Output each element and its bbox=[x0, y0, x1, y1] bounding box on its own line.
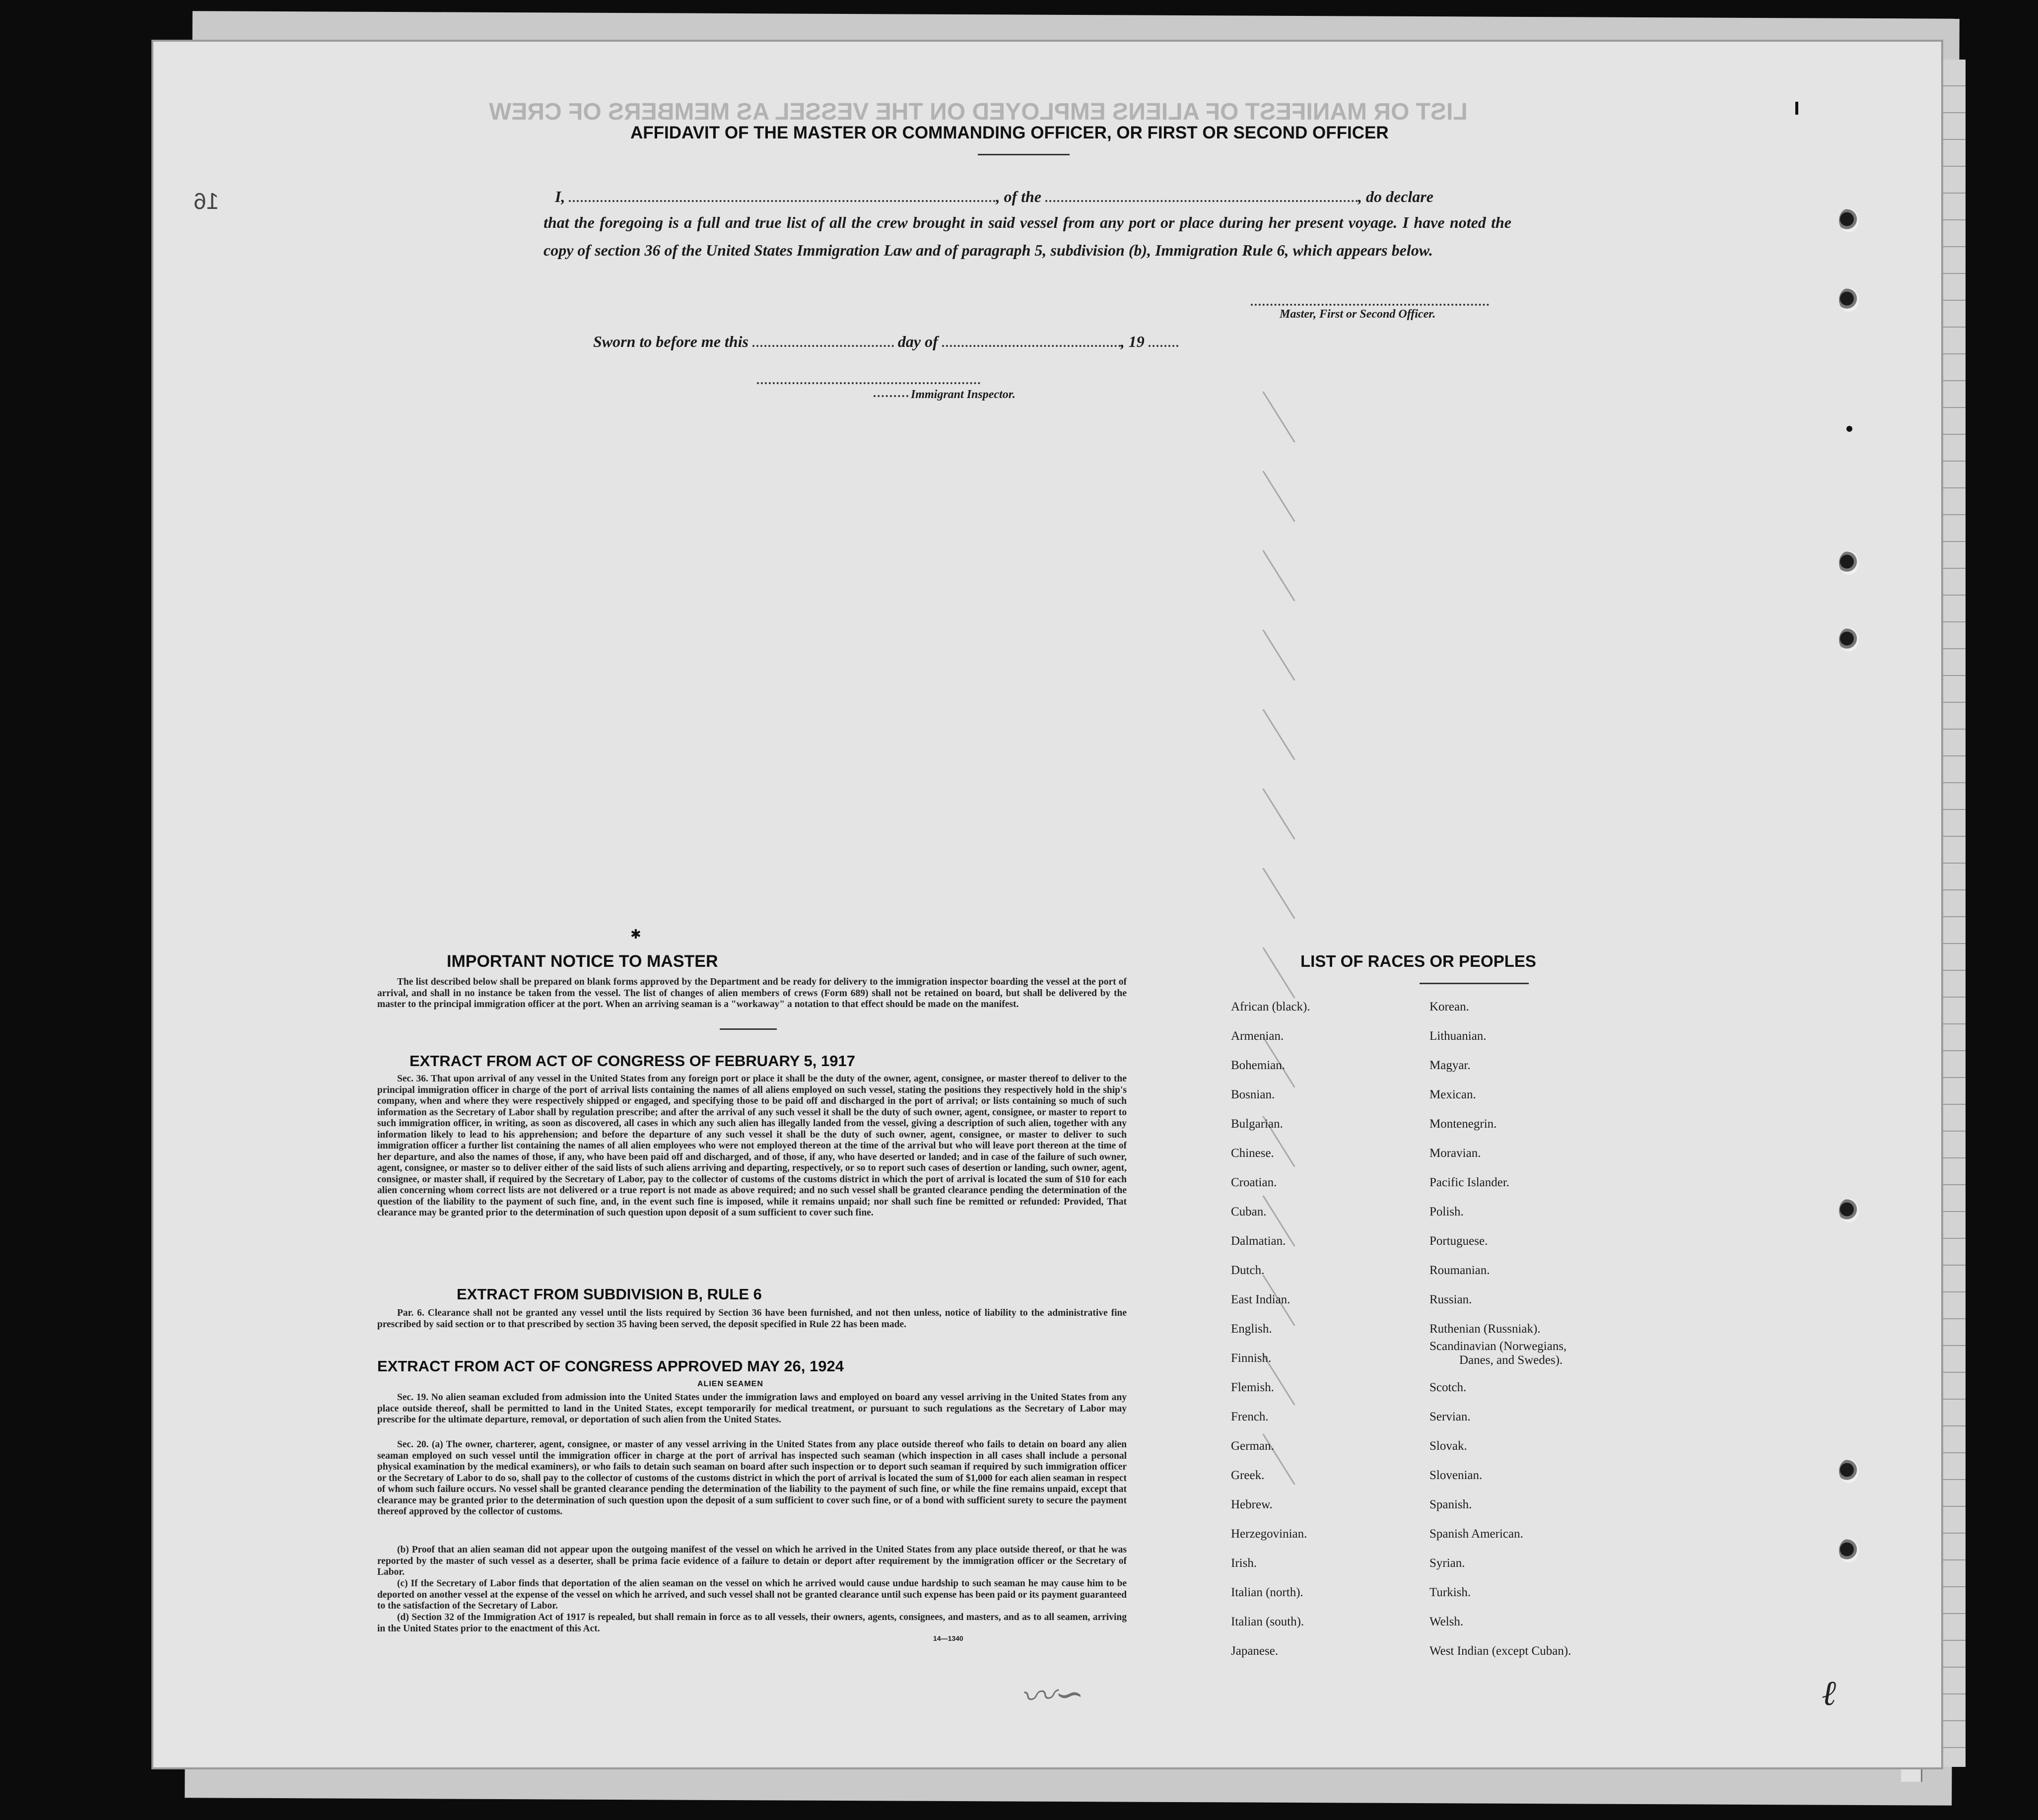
extract-1924-title: EXTRACT FROM ACT OF CONGRESS APPROVED MAY 26, 1924 bbox=[377, 1357, 844, 1375]
bleed-mark bbox=[1262, 629, 1295, 680]
section-divider bbox=[720, 1028, 777, 1030]
vessel-blank bbox=[1045, 200, 1358, 202]
asterisk-mark: ✱ bbox=[630, 927, 641, 942]
margin-number: 16 bbox=[194, 188, 219, 214]
race-item: Japanese. bbox=[1231, 1644, 1279, 1658]
binder-hole bbox=[1839, 1539, 1859, 1562]
race-item: Ruthenian (Russniak). bbox=[1429, 1322, 1541, 1336]
binder-hole bbox=[1839, 628, 1859, 652]
binder-hole bbox=[1839, 551, 1859, 575]
bleed-through-header: LIST OR MANIFEST OF ALIENS EMPLOYED ON THE VESSEL AS MEMBERS OF CREW bbox=[489, 99, 1468, 125]
race-item: Russian. bbox=[1429, 1293, 1472, 1306]
race-item: Cuban. bbox=[1231, 1205, 1267, 1218]
bleed-mark bbox=[1262, 709, 1295, 760]
race-item: Servian. bbox=[1429, 1410, 1471, 1423]
form-number: 14—1340 bbox=[933, 1634, 963, 1642]
race-item: African (black). bbox=[1231, 1000, 1310, 1013]
race-item: West Indian (except Cuban). bbox=[1429, 1644, 1571, 1658]
race-item: Korean. bbox=[1429, 1000, 1469, 1013]
sworn-prefix: Sworn to before me this bbox=[593, 333, 748, 350]
handwritten-mark: ℓ bbox=[1822, 1673, 1836, 1713]
race-item: Portuguese. bbox=[1429, 1234, 1488, 1248]
affidavit-body: that the foregoing is a full and true list of all the crew brought in said vessel from any port or place during her present voyage. I have noted the copy of section 36 of the United States Immigration Law and of paragraph 5, subdivision (b), Immigration Rule 6, which appears below. bbox=[543, 213, 1511, 259]
sworn-line bbox=[593, 333, 1178, 351]
binder-hole bbox=[1839, 288, 1859, 312]
races-title: LIST OF RACES OR PEOPLES bbox=[1300, 952, 1536, 970]
race-item: Bohemian. bbox=[1231, 1059, 1286, 1072]
race-item: Croatian. bbox=[1231, 1176, 1277, 1189]
race-item: English. bbox=[1231, 1322, 1272, 1336]
race-item: Greek. bbox=[1231, 1469, 1265, 1482]
race-item: East Indian. bbox=[1231, 1293, 1291, 1306]
race-item: Flemish. bbox=[1231, 1381, 1274, 1394]
sworn-year: , 19 bbox=[1120, 333, 1145, 350]
bleed-mark bbox=[1262, 550, 1295, 601]
race-item: French. bbox=[1231, 1410, 1269, 1423]
race-item: Spanish. bbox=[1429, 1498, 1472, 1511]
master-signature-blank bbox=[1251, 304, 1489, 306]
race-item: Magyar. bbox=[1429, 1059, 1471, 1072]
handwritten-scrawl: 〰∽ bbox=[1019, 1673, 1086, 1718]
affidavit-i: I, bbox=[555, 188, 565, 205]
race-item: Mexican. bbox=[1429, 1088, 1476, 1101]
race-item: Italian (south). bbox=[1231, 1615, 1304, 1628]
race-item: Italian (north). bbox=[1231, 1586, 1303, 1599]
affidavit-of-the: , of the bbox=[996, 188, 1041, 205]
extract-rule6-text: Par. 6. Clearance shall not be granted any vessel until the lists required by Section 36 have been furnished, and not then unless, notice of liability to the administrative fine prescribed by said section or to that prescribed by section 35 having been served, the deposit specified in Rule 22 has been made. bbox=[377, 1308, 1127, 1330]
sworn-day-blank bbox=[752, 345, 894, 347]
race-item: Lithuanian. bbox=[1429, 1029, 1487, 1043]
race-item: Polish. bbox=[1429, 1205, 1464, 1218]
races-title-underline bbox=[1420, 983, 1529, 984]
extract-1924-sec20b: (b) Proof that an alien seaman did not appear upon the outgoing manifest of the vessel on which he arrived in the United States from any place outside thereof, or that he was reported by the master of such vessel as a deserter, shall be prima facie evidence of a failure to detain or deport after requirement by the immigration officer or the Secretary of Labor. bbox=[377, 1545, 1127, 1577]
binder-hole bbox=[1839, 1199, 1859, 1222]
race-item: Montenegrin. bbox=[1429, 1117, 1497, 1131]
race-item: German. bbox=[1231, 1439, 1274, 1453]
bleed-mark bbox=[1262, 471, 1295, 522]
bleed-mark bbox=[1262, 391, 1295, 442]
race-item: Irish. bbox=[1231, 1556, 1257, 1570]
race-item: Hebrew. bbox=[1231, 1498, 1273, 1511]
notice-title: IMPORTANT NOTICE TO MASTER bbox=[447, 952, 718, 971]
extract-1917-text: Sec. 36. That upon arrival of any vessel in the United States from any foreign port or place it shall be the duty of the owner, agent, consignee, or master thereof to deliver to the principal immigration officer in charge of the port of arrival lists containing the names of all aliens employed on such vessel, stating the positions they respectively hold in the ship's company, when and where they were respectively shipped or engaged, and specifying those to be paid off and discharged in the port of arrival; or lists containing so much of such information as the Secretary of Labor shall by regulation prescribe; and after the arrival of any such vessel it shall be the duty of such owner, agent, consignee, or master to report to such immigration officer, in writing, as soon as discovered, all cases in which any such alien has illegally landed from the vessel, giving a description of such alien, together with any information likely to lead to his apprehension; and before the departure of any such vessel it shall be the duty of such owner, agent, consignee, or master to deliver to such immigration officer a further list containing the names of all alien employees who were not employed thereon at the time of the arrival but who will leave port thereon at the time of her departure, and also the names of those, if any, who have been paid off and discharged, and of those, if any, who have deserted or landed; and in case of the failure of such owner, agent, consignee, or master so to deliver either of the said lists of such aliens arriving and departing, respectively, or so to report such cases of desertion or landing, such owner, agent, consignee, or master shall, if required by the Secretary of Labor, pay to the collector of customs of the customs district in which the port of arrival is located the sum of $10 for each alien concerning whom correct lists are not delivered or a true report is not made as above required; and no such vessel shall be granted clearance pending the determination of the question of the liability to the payment of such fine, and, in the event such fine is imposed, while it remains unpaid; nor shall such fine be remitted or refunded: Provided, That clearance may be granted prior to the determination of such question upon deposit of a sum sufficient to cover such fine. bbox=[377, 1074, 1127, 1218]
race-item: Finnish. bbox=[1231, 1351, 1272, 1365]
race-item: Welsh. bbox=[1429, 1615, 1464, 1628]
bleed-mark bbox=[1262, 947, 1295, 998]
race-item: Dalmatian. bbox=[1231, 1234, 1286, 1248]
race-item: Roumanian. bbox=[1429, 1264, 1490, 1277]
affidavit-declaration-line bbox=[555, 188, 1483, 206]
extract-1924-sec20d: (d) Section 32 of the Immigration Act of 1917 is repealed, but shall remain in force as to all vessels, their owners, agents, consignees, and masters, and as to all seamen, arriving in the United States prior to the enactment of this Act. bbox=[377, 1612, 1127, 1634]
dot-mark bbox=[1846, 426, 1852, 432]
race-item: Herzegovinian. bbox=[1231, 1527, 1307, 1541]
race-item: Syrian. bbox=[1429, 1556, 1465, 1570]
notice-text: The list described below shall be prepared on blank forms approved by the Department and be ready for delivery to the immigration inspector boarding the vessel at the port of arrival, and shall in no instance be taken from the vessel. The list of changes of alien members of crews (Form 689) shall not be retained on board, but shall be delivered by the master to the principal immigration officer at the port. When an arriving seaman is a "workaway" a notation to that effect should be made on the manifest. bbox=[377, 977, 1127, 1010]
race-item: Armenian. bbox=[1231, 1029, 1284, 1043]
race-item: Scandinavian (Norwegians, bbox=[1429, 1340, 1567, 1353]
race-item: Scotch. bbox=[1429, 1381, 1467, 1394]
affidavit-do-declare: , do declare bbox=[1358, 188, 1433, 205]
inspector-lead-dots bbox=[874, 395, 908, 397]
race-item: Pacific Islander. bbox=[1429, 1176, 1510, 1189]
sworn-day-of: day of bbox=[897, 333, 938, 350]
race-item: Slovak. bbox=[1429, 1439, 1467, 1453]
race-item: Chinese. bbox=[1231, 1146, 1274, 1160]
name-blank bbox=[569, 200, 996, 202]
sworn-month-blank bbox=[942, 345, 1121, 347]
extract-1924-sec19: Sec. 19. No alien seaman excluded from admission into the United States under the immigration laws and employed on board any vessel arriving in the United States from any place outside thereof, shall be permitted to land in the United States, except temporarily for medical treatment, or pursuant to such regulations as the Secretary of Labor may prescribe for the ultimate departure, removal, or deportation of such alien from the United States. bbox=[377, 1392, 1127, 1425]
inspector-signature-blank bbox=[757, 382, 980, 384]
extract-1924-sec20a: Sec. 20. (a) The owner, charterer, agent, consignee, or master of any vessel arriving in the United States from any place outside thereof who fails to detain on board any alien seaman employed on such vessel until the immigration officer in charge at the port of arrival has inspected such seaman (which inspection in all cases shall include a personal physical examination by the medical examiners), or who fails to detain such seaman on board after such inspection or to deport such seaman if required by such immigration officer or the Secretary of Labor to do so, shall pay to the collector of customs of the customs district in which the port of arrival is located the sum of $1,000 for each alien seaman in respect of whom such failure occurs. No vessel shall be granted clearance pending the determination of the liability to the payment of such fine, or while the fine remains unpaid, except that clearance may be granted prior to the determination of such question upon the deposit of a sum sufficient to cover such fine, or of a bond with sufficient surety to secure the payment thereof approved by the collector of customs. bbox=[377, 1439, 1127, 1517]
inspector-caption: Immigrant Inspector. bbox=[911, 388, 1016, 401]
binder-hole bbox=[1839, 208, 1859, 232]
race-item: Moravian. bbox=[1429, 1146, 1481, 1160]
extract-1917-title: EXTRACT FROM ACT OF CONGRESS OF FEBRUARY 5, 1917 bbox=[409, 1052, 855, 1070]
race-item-continuation: Danes, and Swedes). bbox=[1459, 1353, 1563, 1367]
master-signature-caption: Master, First or Second Officer. bbox=[1280, 308, 1436, 321]
binder-hole bbox=[1839, 1459, 1859, 1483]
race-item: Bulgarian. bbox=[1231, 1117, 1283, 1131]
bleed-mark bbox=[1262, 868, 1295, 919]
race-item: Dutch. bbox=[1231, 1264, 1265, 1277]
affidavit-title: AFFIDAVIT OF THE MASTER OR COMMANDING OFFICER, OR FIRST OR SECOND OFFICER bbox=[630, 123, 1389, 142]
document-page bbox=[151, 40, 1943, 1769]
tick-mark bbox=[1795, 102, 1798, 115]
sworn-year-blank bbox=[1149, 345, 1178, 347]
bleed-mark bbox=[1262, 788, 1295, 839]
race-item: Slovenian. bbox=[1429, 1469, 1483, 1482]
extract-1924-subtitle: ALIEN SEAMEN bbox=[697, 1380, 763, 1388]
race-item: Turkish. bbox=[1429, 1586, 1471, 1599]
race-item: Spanish American. bbox=[1429, 1527, 1523, 1541]
race-item: Bosnian. bbox=[1231, 1088, 1275, 1101]
extract-1924-sec20c: (c) If the Secretary of Labor finds that deportation of the alien seaman on the vessel on which he arrived would cause undue hardship to such seaman he may cause him to be deported on another vessel at the expense of the vessel on which he arrived, and such vessel shall not be granted clearance until such expense has been paid or its payment guaranteed to the satisfaction of the Secretary of Labor. bbox=[377, 1578, 1127, 1611]
extract-rule6-title: EXTRACT FROM SUBDIVISION B, RULE 6 bbox=[457, 1285, 762, 1303]
title-underline bbox=[978, 154, 1070, 155]
